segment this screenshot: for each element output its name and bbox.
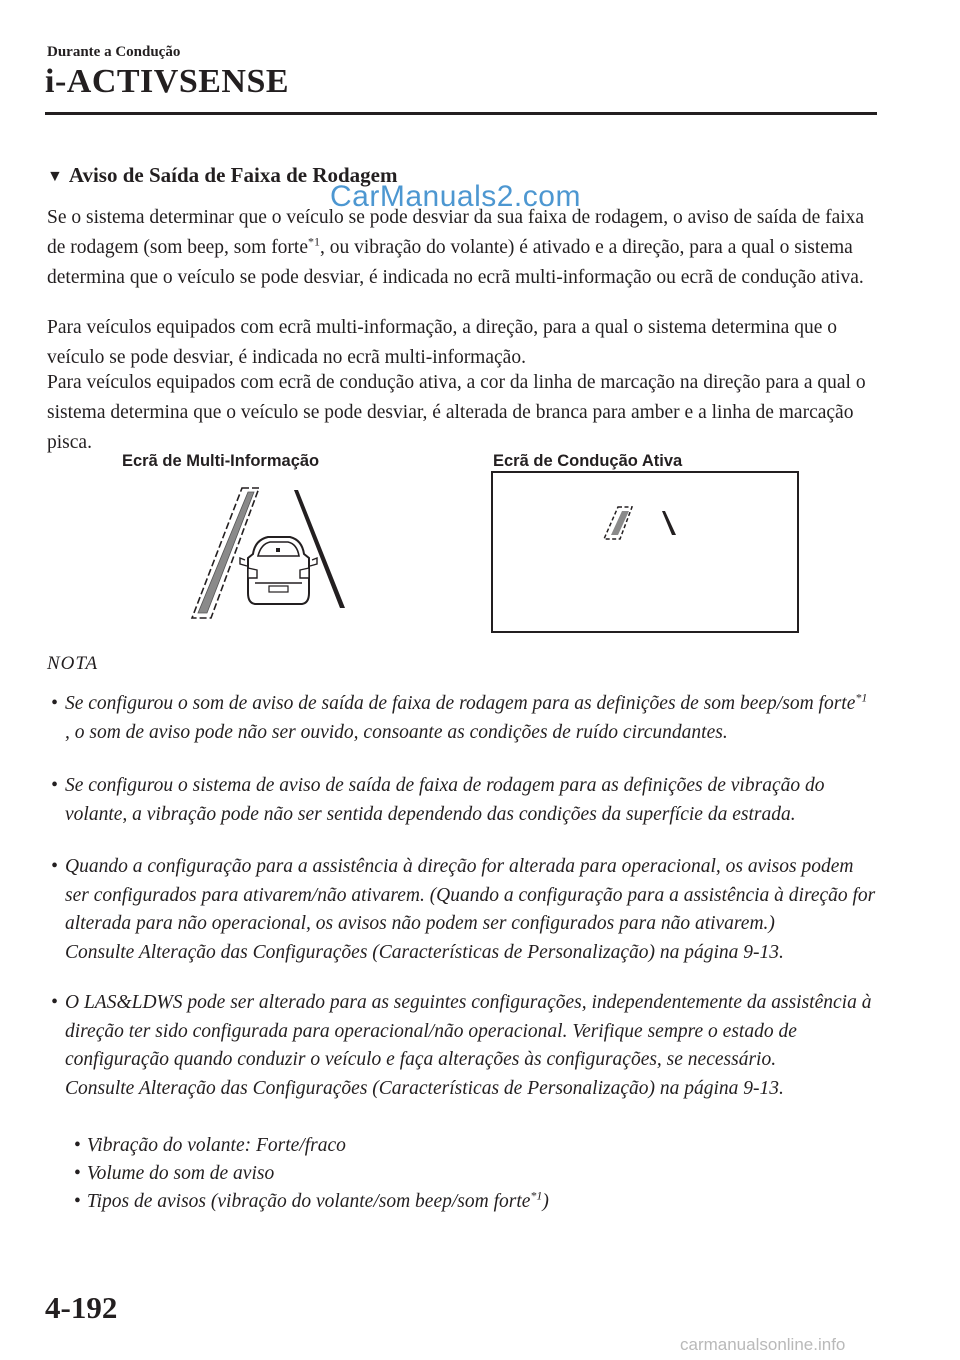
footnote-marker: *1 xyxy=(308,234,321,249)
footnote-marker: *1 xyxy=(530,1188,543,1203)
note-1-text-b: , o som de aviso pode não ser ouvido, consoante as condições de ruído circundantes. xyxy=(65,721,728,743)
note-item-1 xyxy=(47,690,877,747)
page-number: 4-192 xyxy=(45,1290,118,1325)
note-heading: NOTA xyxy=(47,653,99,674)
triangle-down-icon: ▼ xyxy=(47,168,63,185)
footer-site-link[interactable]: carmanualsonline.info xyxy=(680,1335,846,1354)
note-4-page-reference[interactable]: Consulte Alteração das Configurações (Características de Personalização) na página 9-13. xyxy=(65,1077,784,1099)
subheading-title: Aviso de Saída de Faixa de Rodagem xyxy=(68,163,398,187)
note-item-4 xyxy=(47,989,877,1103)
paragraph-2: Para veículos equipados com ecrã multi-informação, a direção, para a qual o sistema determina que o veículo se pode desviar, é indicada no ecrã multi-informação. xyxy=(47,317,837,368)
note-2-text: Se configurou o sistema de aviso de saída de faixa de rodagem para as definições de vibração do volante, a vibração pode não ser sentida dependendo das condições da superfície da estrada. xyxy=(65,775,825,825)
note-item-2 xyxy=(47,772,877,829)
left-lane-warning-stripe xyxy=(198,492,254,613)
note-3-page-reference[interactable]: Consulte Alteração das Configurações (Características de Personalização) na página 9-13. xyxy=(65,941,784,963)
car-icon xyxy=(240,537,317,604)
footnote-marker: *1 xyxy=(855,690,868,705)
active-driving-display-illustration xyxy=(491,471,799,633)
bullet-icon: • xyxy=(74,1191,81,1212)
note-1-text-a: Se configurou o som de aviso de saída de faixa de rodagem para as definições de som beep/som forte xyxy=(65,693,856,714)
sub-item-3-text-a: Tipos de avisos (vibração do volante/som beep/som forte xyxy=(86,1191,531,1212)
paragraph-3: Para veículos equipados com ecrã de condução ativa, a cor da linha de marcação na direção para a qual o sistema determina que o veículo se pode desviar, é alterada de branca para amber e a linha de marcação pisca. xyxy=(47,372,866,453)
sub-list-item xyxy=(74,1160,274,1189)
section-title: i-ACTIVSENSE xyxy=(45,63,290,100)
multi-info-caption: Ecrã de Multi-Informação xyxy=(122,452,320,470)
multi-info-display-illustration xyxy=(185,478,360,628)
bullet-icon: • xyxy=(51,992,58,1013)
bullet-icon: • xyxy=(51,775,58,796)
bullet-icon: • xyxy=(51,856,58,877)
header-divider xyxy=(45,112,877,115)
paragraph-1-text-a: Se o sistema determinar que o veículo se pode desviar da sua faixa de rodagem, o aviso de saída de faixa de rodagem (som beep, som forte xyxy=(47,207,865,258)
sub-list-item xyxy=(74,1132,346,1161)
bullet-icon: • xyxy=(74,1163,81,1184)
note-3-text: Quando a configuração para a assistência à direção for alterada para operacional, os avisos podem ser configurados para ativarem/não ativarem. (Quando a configuração para a assistência à direção for alterada para não operacional, os avisos não podem ser configurados para não ativarem.) xyxy=(65,856,876,934)
sub-item-3-text-b: ) xyxy=(542,1191,549,1212)
sub-list-item xyxy=(74,1188,549,1217)
display-frame xyxy=(492,472,798,632)
paragraph-1 xyxy=(47,203,877,293)
sub-item-1-text: Vibração do volante: Forte/fraco xyxy=(86,1135,346,1156)
chapter-label: Durante a Condução xyxy=(47,44,181,60)
bullet-icon: • xyxy=(51,693,58,714)
bullet-icon: • xyxy=(74,1135,81,1156)
watermark-link[interactable]: CarManuals2.com xyxy=(330,180,581,213)
paragraph-1-text-b: , ou vibração do volante) é ativado e a direção, para a qual o sistema determina que o veículo se pode desviar, é indicada no ecrã multi-informação ou ecrã de condução ativa. xyxy=(47,237,864,288)
active-driving-caption: Ecrã de Condução Ativa xyxy=(493,452,683,470)
sub-item-2-text: Volume do som de aviso xyxy=(86,1163,275,1184)
note-4-text: O LAS&LDWS pode ser alterado para as seguintes configurações, independentemente da assistência à direção ter sido configurada para operacional/não operacional. Verifique sempre o estado de configuração quando conduzir o veículo e faça alterações às configurações, se necessário. xyxy=(65,992,872,1070)
note-item-3 xyxy=(47,853,877,967)
